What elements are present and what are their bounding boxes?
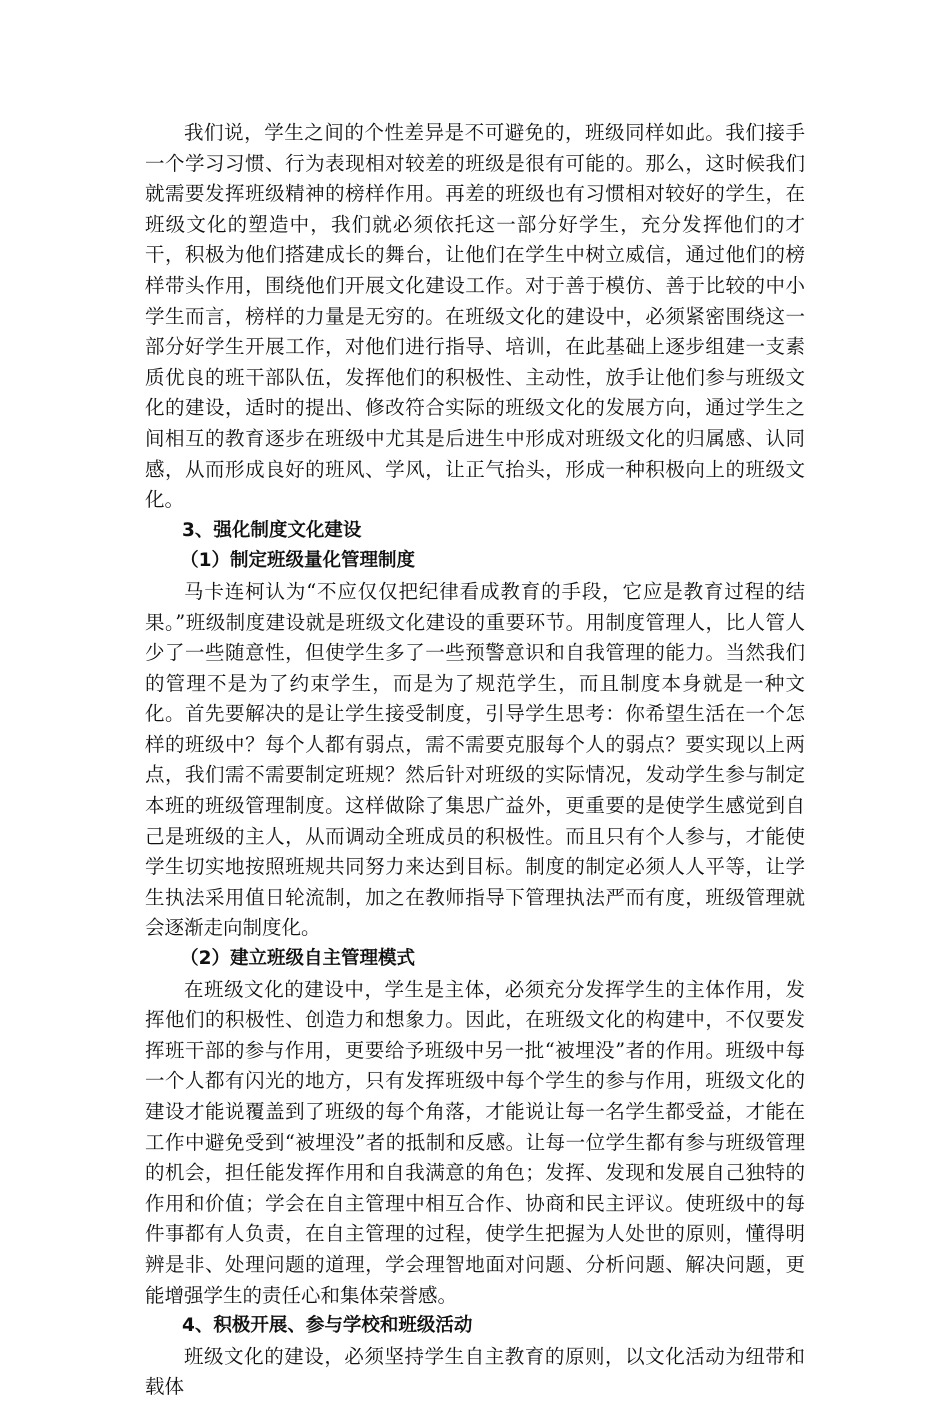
document-body: [145, 118, 805, 1403]
section-heading-3: 3、强化制度文化建设: [182, 519, 362, 541]
subsection-heading-1: （1）制定班级量化管理制度: [180, 550, 416, 572]
subsection-heading-2: （2）建立班级自主管理模式: [180, 948, 416, 970]
section-heading-4: 4、积极开展、参与学校和班级活动: [182, 1315, 473, 1337]
paragraph-activities: 班级文化的建设，必须坚持学生自主教育的原则，以文化活动为纽带和载体: [145, 1344, 805, 1399]
paragraph-role-models: 我们说，学生之间的个性差异是不可避免的，班级同样如此。我们接手一个学习习惯、行为表现相对较差的班级是很有可能的。那么，这时候我们就需要发挥班级精神的榜样作用。再差的班级也有习惯相对较好的学生，在班级文化的塑造中，我们就必须依托这一部分好学生，充分发挥他们的才干，积极为他们搭建成长的舞台，让他们在学生中树立威信，通过他们的榜样带头作用，围绕他们开展文化建设工作。对于善于模仿、善于比较的中小学生而言，榜样的力量是无穷的。在班级文化的建设中，必须紧密围绕这一部分好学生开展工作，对他们进行指导、培训，在此基础上逐步组建一支素质优良的班干部队伍，发挥他们的积极性、主动性，放手让他们参与班级文化的建设，适时的提出、修改符合实际的班级文化的发展方向，通过学生之间相互的教育逐步在班级中尤其是后进生中形成对班级文化的归属感、认同感，从而形成良好的班风、学风，让正气抬头，形成一种积极向上的班级文化。: [145, 121, 805, 512]
paragraph-self-management: 在班级文化的建设中，学生是主体，必须充分发挥学生的主体作用，发挥他们的积极性、创造力和想象力。因此，在班级文化的构建中，不仅要发挥班干部的参与作用，更要给予班级中另一批“被埋没”者的作用。班级中每一个人都有闪光的地方，只有发挥班级中每个学生的参与作用，班级文化的建设才能说覆盖到了班级的每个角落，才能说让每一名学生都受益，才能在工作中避免受到“被埋没”者的抵制和反感。让每一位学生都有参与班级管理的机会，担任能发挥作用和自我满意的角色；发挥、发现和发展自己独特的作用和价值；学会在自主管理中相互合作、协商和民主评议。使班级中的每件事都有人负责，在自主管理的过程，使学生把握为人处世的原则，懂得明辨是非、处理问题的道理，学会理智地面对问题、分析问题、解决问题，更能增强学生的责任心和集体荣誉感。: [145, 977, 805, 1307]
paragraph-class-rules: 马卡连柯认为“不应仅仅把纪律看成教育的手段，它应是教育过程的结果。”班级制度建设就是班级文化建设的重要环节。用制度管理人，比人管人少了一些随意性，但使学生多了一些预警意识和自我管理的能力。当然我们的管理不是为了约束学生，而是为了规范学生，而且制度本身就是一种文化。首先要解决的是让学生接受制度，引导学生思考：你希望生活在一个怎样的班级中？每个人都有弱点，需不需要克服每个人的弱点？要实现以上两点，我们需不需要制定班规？然后针对班级的实际情况，发动学生参与制定本班的班级管理制度。这样做除了集思广益外，更重要的是使学生感觉到自己是班级的主人，从而调动全班成员的积极性。而且只有个人参与，才能使学生切实地按照班规共同努力来达到目标。制度的制定必须人人平等，让学生执法采用值日轮流制，加之在教师指导下管理执法严而有度，班级管理就会逐渐走向制度化。: [145, 579, 805, 940]
